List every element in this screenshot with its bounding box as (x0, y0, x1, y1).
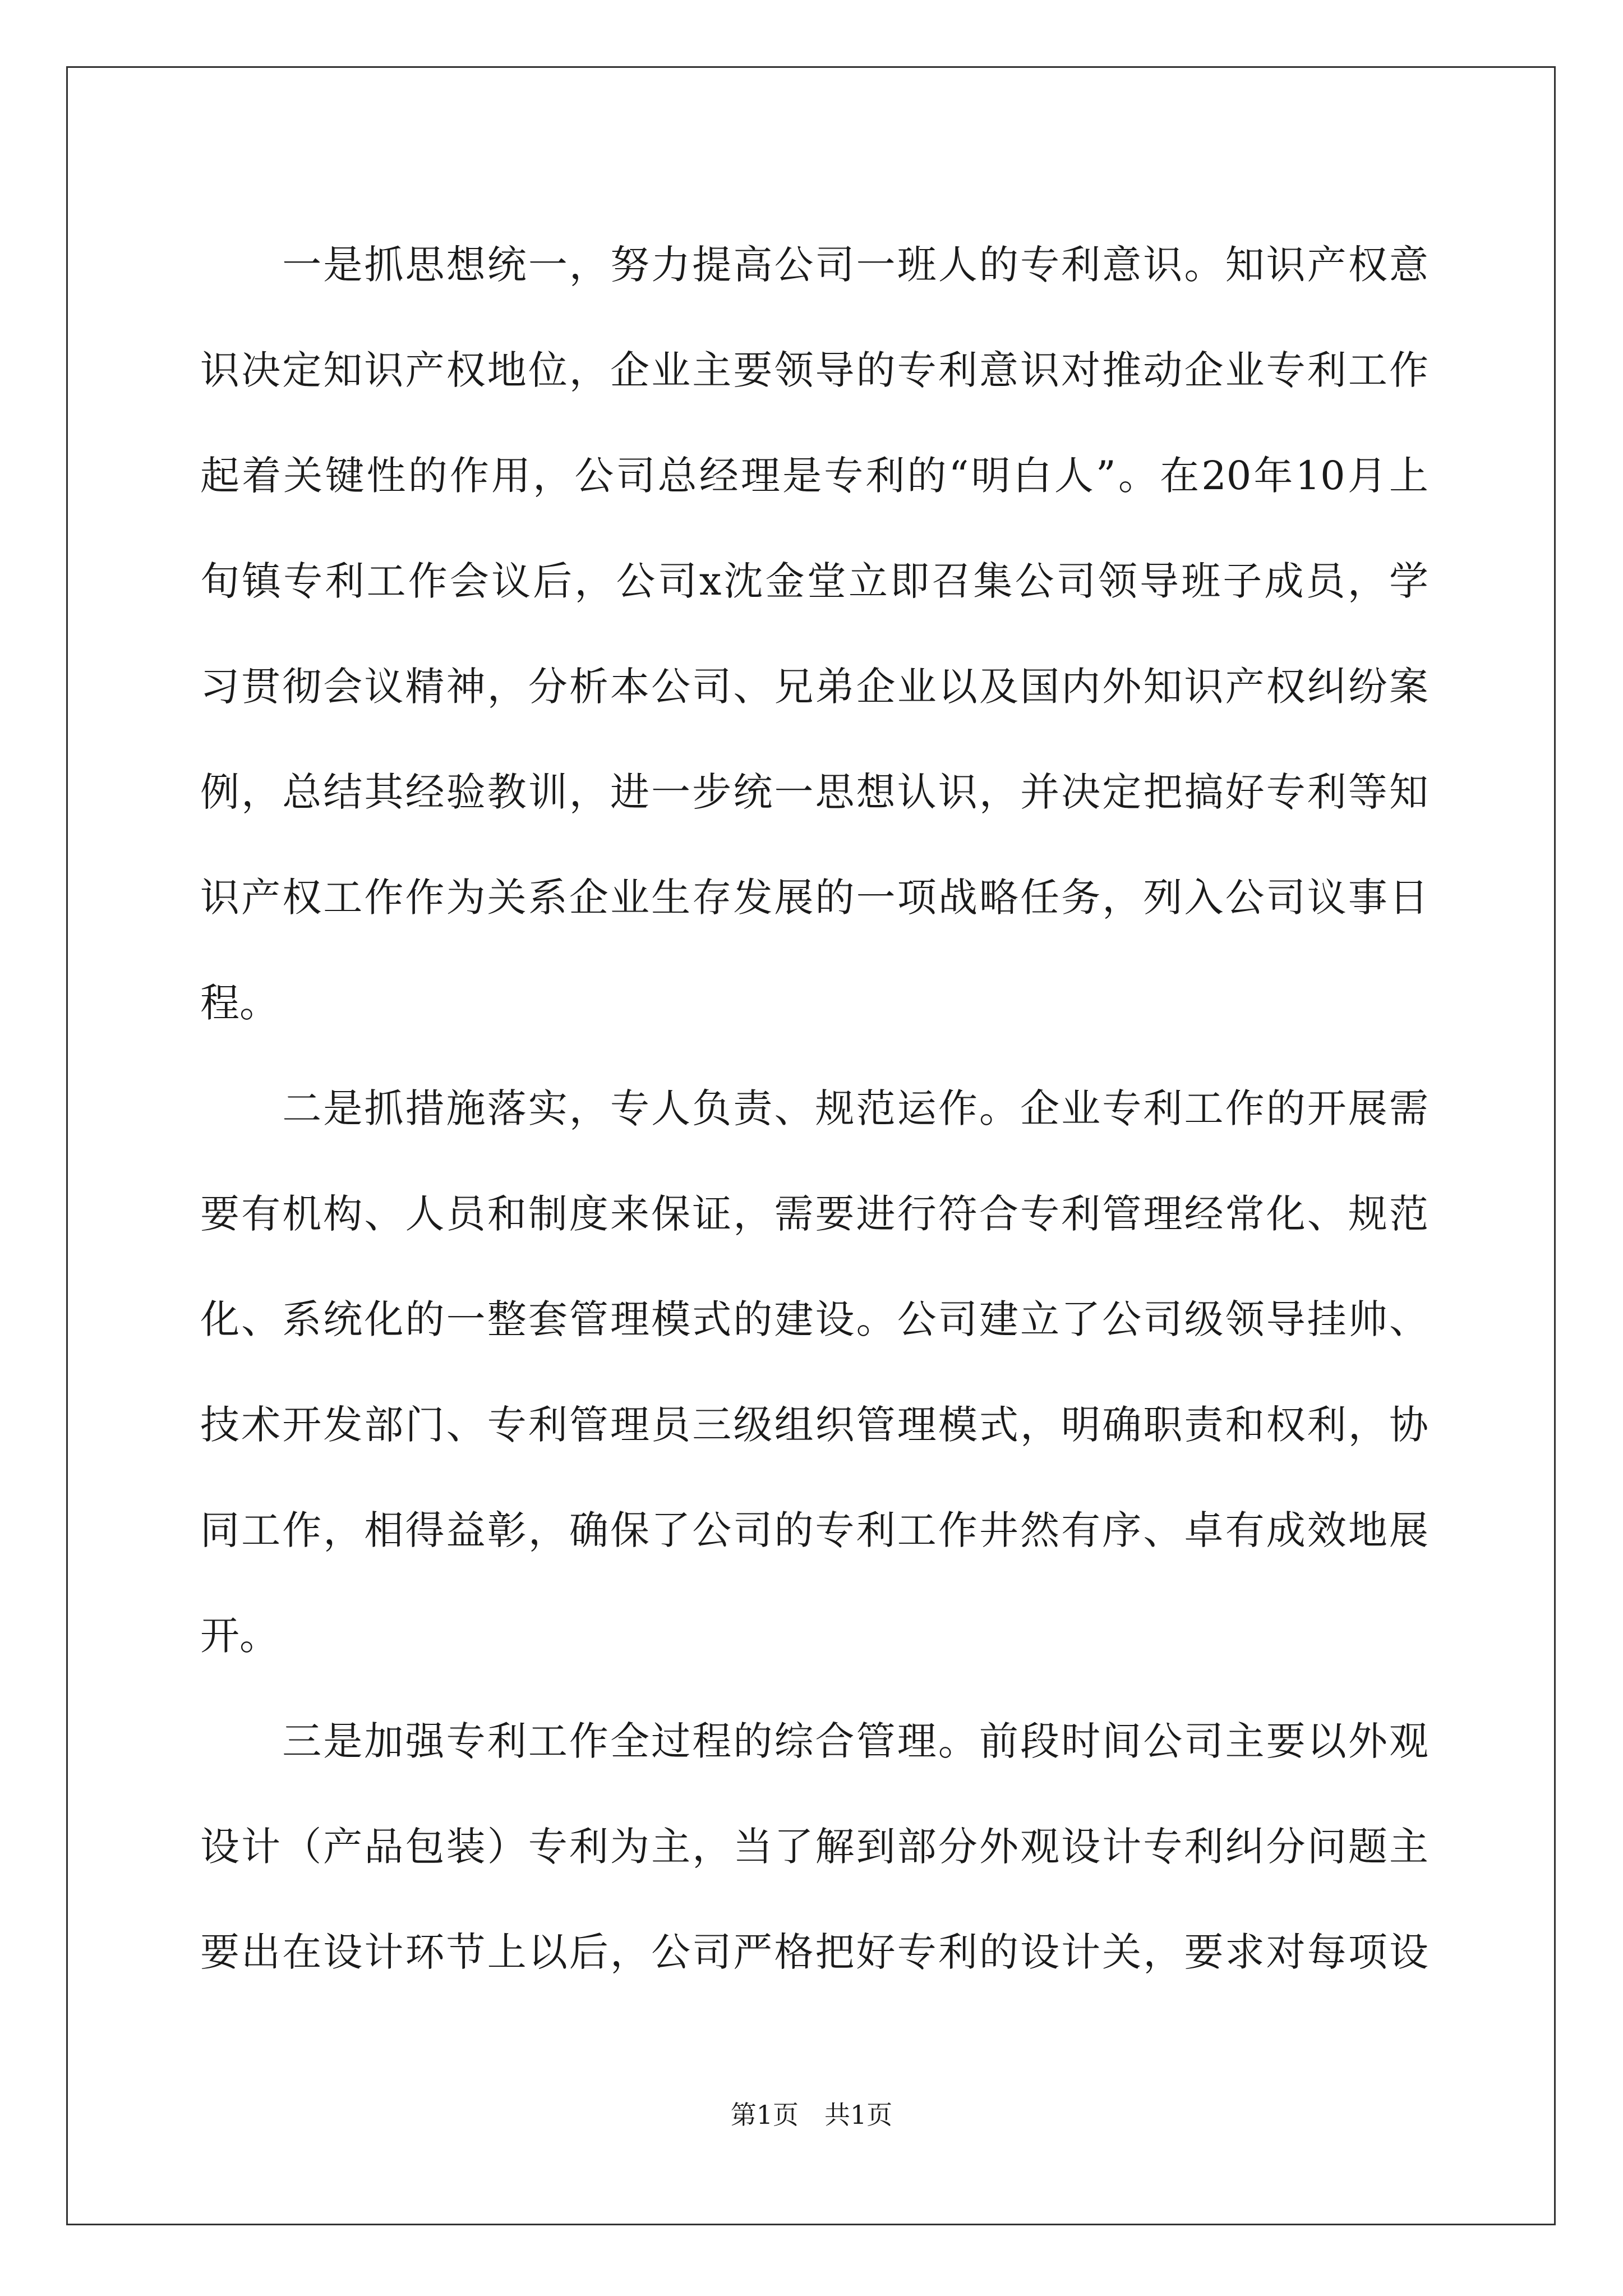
text-line-7: 识产权工作作为关系企业生存发展的一项战略任务，列入公司议事日 (200, 875, 1428, 921)
text-line-5: 习贯彻会议精神，分析本公司、兄弟企业以及国内外知识产权纠纷案 (200, 664, 1428, 710)
text-line-3: 起着关键性的作用，公司总经理是专利的“明白人”。在20年10月上 (200, 453, 1428, 499)
text-line-4: 旬镇专利工作会议后，公司x沈金堂立即召集公司领导班子成员，学 (200, 558, 1428, 604)
text-line-2: 识决定知识产权地位，企业主要领导的专利意识对推动企业专利工作 (200, 347, 1428, 393)
text-line-9: 二是抓措施落实，专人负责、规范运作。企业专利工作的开展需 (200, 1085, 1428, 1131)
text-line-14: 开。 (200, 1613, 279, 1659)
text-line-1: 一是抓思想统一，努力提高公司一班人的专利意识。知识产权意 (200, 242, 1428, 288)
text-line-12: 技术开发部门、专利管理员三级组织管理模式，明确职责和权利，协 (200, 1402, 1428, 1448)
text-line-16: 设计（产品包装）专利为主，当了解到部分外观设计专利纠分问题主 (200, 1824, 1428, 1870)
document-body (200, 212, 1428, 2005)
text-line-13: 同工作，相得益彰，确保了公司的专利工作井然有序、卓有成效地展 (200, 1507, 1428, 1553)
text-line-6: 例，总结其经验教训，进一步统一思想认识，并决定把搞好专利等知 (200, 769, 1428, 815)
text-line-8: 程。 (200, 980, 279, 1026)
text-line-15: 三是加强专利工作全过程的综合管理。前段时间公司主要以外观 (200, 1718, 1428, 1764)
page-footer: 第1页 共1页 (730, 2100, 893, 2130)
text-line-10: 要有机构、人员和制度来保证，需要进行符合专利管理经常化、规范 (200, 1191, 1428, 1237)
text-line-17: 要出在设计环节上以后，公司严格把好专利的设计关，要求对每项设 (200, 1929, 1428, 1975)
text-line-11: 化、系统化的一整套管理模式的建设。公司建立了公司级领导挂帅、 (200, 1296, 1428, 1342)
